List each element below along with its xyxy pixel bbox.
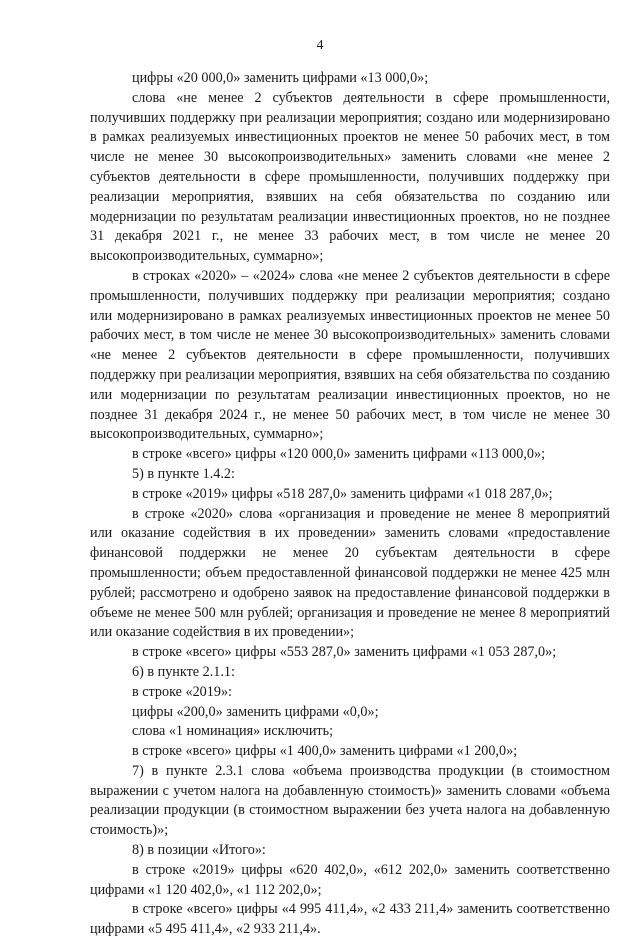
paragraph: слова «1 номинация» исключить; [132, 723, 334, 740]
document-body [90, 69, 610, 940]
paragraph: в строке «всего» цифры «553 287,0» заменить цифрами «1 053 287,0»; [132, 644, 557, 661]
paragraph: в строке «2020» слова «организация и проведение не менее 8 мероприятий или оказание содействия в их проведении» заменить словами «предоставление финансовой поддержки не менее 20 субъектам деятельности в сфере промышленности; объем предоставленной финансовой поддержки не менее 425 млн рублей; рассмотрено и одобрено заявок на предоставление финансовой поддержки в объеме не менее 500 млн рублей; организация и проведение не менее 8 мероприятий или оказание содействия в их проведении»; [90, 505, 610, 641]
paragraph: цифры «200,0» заменить цифрами «0,0»; [132, 703, 379, 720]
paragraph: 5) в пункте 1.4.2: [132, 465, 235, 482]
paragraph: в строке «всего» цифры «120 000,0» заменить цифрами «113 000,0»; [132, 446, 546, 463]
paragraph: 8) в позиции «Итого»: [132, 842, 266, 859]
paragraph: в строке «2019»: [132, 683, 232, 700]
paragraph: 6) в пункте 2.1.1: [132, 663, 235, 680]
paragraph: в строке «2019» цифры «518 287,0» заменить цифрами «1 018 287,0»; [132, 485, 553, 502]
paragraph: в строке «всего» цифры «1 400,0» заменить цифрами «1 200,0»; [132, 743, 518, 760]
paragraph: цифры «20 000,0» заменить цифрами «13 000,0»; [132, 70, 429, 86]
paragraph: в строках «2020» – «2024» слова «не менее 2 субъектов деятельности в сфере промышленности, получивших поддержку при реализации мероприятия; создано или модернизировано в рамках реализуемых инвестиционных проектов не менее 50 рабочих мест, в том числе не менее 30 высокопроизводительных» заменить словами «не менее 2 субъектов деятельности в сфере промышленности, получивших поддержку при реализации мероприятия, взявших на себя обязательства по созданию или модернизации по результатам реализации инвестиционных проектов, но не позднее 31 декабря 2024 г., не менее 50 рабочих мест, в том числе не менее 30 высокопроизводительных, суммарно»; [90, 267, 610, 443]
paragraph: в строке «всего» цифры «4 995 411,4», «2 433 211,4» заменить соответственно цифрами «5 495 411,4», «2 933 211,4». [90, 901, 610, 938]
paragraph: слова «не менее 2 субъектов деятельности в сфере промышленности, получивших поддержку при реализации мероприятия; создано или модернизировано в рамках реализуемых инвестиционных проектов не менее 50 рабочих мест, в том числе не менее 30 высокопроизводительных» заменить словами «не менее 2 субъектов деятельности в сфере промышленности, получивших поддержку при реализации мероприятия, взявших на себя обязательства по созданию или модернизации по результатам реализации инвестиционных проектов, но не позднее 31 декабря 2021 г., не менее 33 рабочих мест, в том числе не менее 20 высокопроизводительных, суммарно»; [90, 89, 610, 265]
paragraph: в строке «2019» цифры «620 402,0», «612 202,0» заменить соответственно цифрами «1 120 402,0», «1 112 202,0»; [90, 861, 610, 898]
page-number: 4 [316, 38, 324, 53]
paragraph: 7) в пункте 2.3.1 слова «объема производства продукции (в стоимостном выражении с учетом налога на добавленную стоимость)» заменить словами «объема реализации продукции (в стоимостном выражении без учета налога на добавленную стоимость)»; [90, 762, 610, 839]
